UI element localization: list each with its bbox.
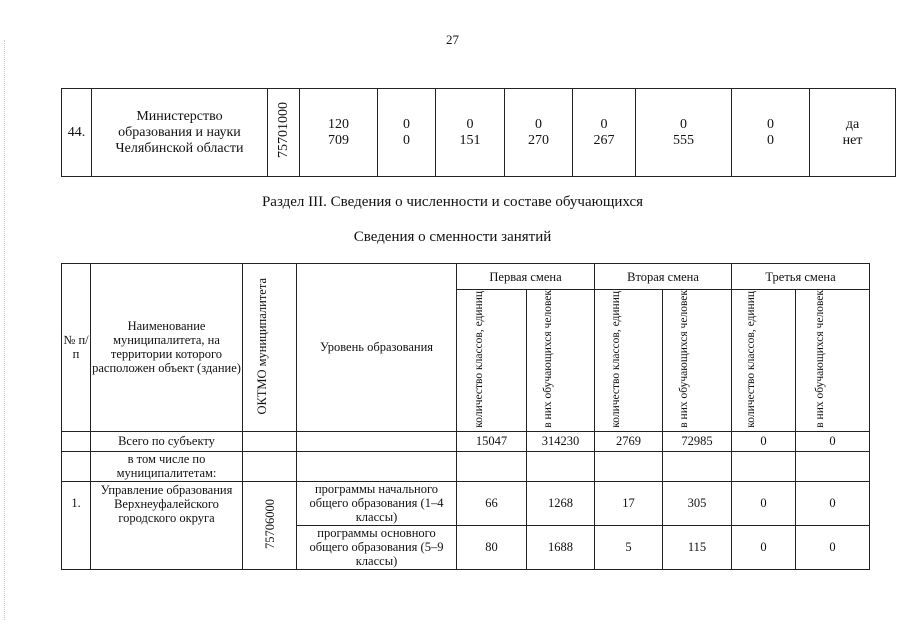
page-number: 27 [446, 32, 459, 47]
header-name: Наименование муниципалитета, на территории которого расположен объект (здание) [91, 264, 243, 432]
oktmo-code: 75701000 [275, 102, 291, 158]
section-title: Раздел III. Сведения о численности и составе обучающихся [261, 194, 644, 210]
header-classes: количество классов, единиц [732, 290, 796, 432]
previous-table-row [61, 88, 896, 177]
header-students: в них обучающихся человек [527, 290, 595, 432]
value-cell: 0 151 [436, 89, 505, 177]
incl-row [62, 451, 870, 481]
value-cell: 1268 [527, 481, 595, 525]
header-classes: количество классов, единиц [595, 290, 663, 432]
value-cell: 0 [732, 481, 796, 525]
shift-table [61, 263, 870, 570]
value-cell: 66 [457, 481, 527, 525]
value-cell: 1688 [527, 525, 595, 569]
header-students: в них обучающихся человек [796, 290, 870, 432]
value-cell: 305 [663, 481, 732, 525]
total-row [62, 431, 870, 451]
value-cell: да нет [810, 89, 896, 177]
organization-name: Министерство образования и науки Челябинской области [92, 89, 268, 177]
total-value: 72985 [663, 431, 732, 451]
incl-label: в том числе по муниципалитетам: [91, 451, 243, 481]
total-value: 0 [732, 431, 796, 451]
header-shift-2: Вторая смена [595, 264, 732, 290]
header-num: № п/п [62, 264, 91, 432]
value-cell: 17 [595, 481, 663, 525]
oktmo-cell [243, 481, 297, 569]
value-cell: 0 0 [732, 89, 810, 177]
header-students: в них обучающихся человек [663, 290, 732, 432]
total-value: 0 [796, 431, 870, 451]
value-cell: 0 270 [505, 89, 573, 177]
oktmo-code: 75706000 [262, 498, 277, 549]
total-label: Всего по субъекту [91, 431, 243, 451]
value-cell: 0 [796, 525, 870, 569]
subsection-title: Сведения о сменности занятий [353, 229, 552, 245]
oktmo-cell [268, 89, 300, 177]
header-oktmo: ОКТМО муниципалитета [243, 264, 297, 432]
value-cell: 115 [663, 525, 732, 569]
value-cell: 80 [457, 525, 527, 569]
header-shift-3: Третья смена [732, 264, 870, 290]
total-value: 314230 [527, 431, 595, 451]
header-classes: количество классов, единиц [457, 290, 527, 432]
value-cell: 120 709 [300, 89, 378, 177]
total-value: 2769 [595, 431, 663, 451]
value-cell: 0 555 [636, 89, 732, 177]
header-level: Уровень образования [297, 264, 457, 432]
value-cell: 5 [595, 525, 663, 569]
total-value: 15047 [457, 431, 527, 451]
row-number: 1. [62, 481, 91, 569]
header-row [62, 264, 870, 290]
municipality-name: Управление образования Верхнеуфалейского городского округа [91, 481, 243, 569]
scan-edge [4, 40, 6, 620]
header-shift-1: Первая смена [457, 264, 595, 290]
table-row [62, 89, 896, 177]
value-cell: 0 267 [573, 89, 636, 177]
value-cell: 0 0 [378, 89, 436, 177]
value-cell: 0 [796, 481, 870, 525]
education-level: программы основного общего образования (5–9 классы) [297, 525, 457, 569]
table-row [62, 481, 870, 525]
row-number: 44. [62, 89, 92, 177]
value-cell: 0 [732, 525, 796, 569]
education-level: программы начального общего образования (1–4 классы) [297, 481, 457, 525]
